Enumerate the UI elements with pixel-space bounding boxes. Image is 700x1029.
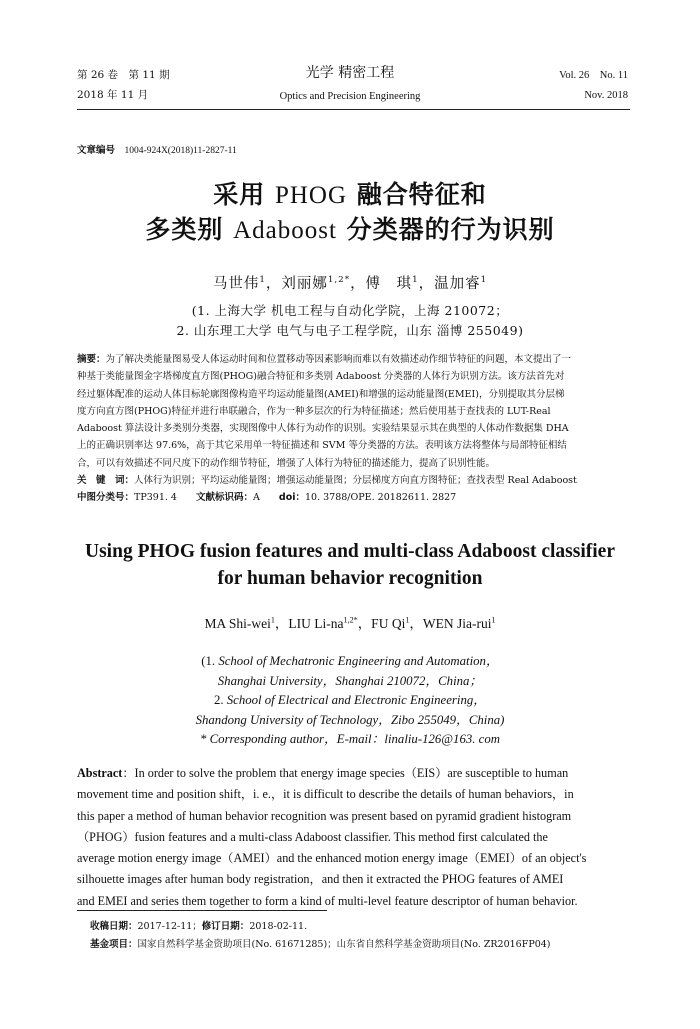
author-en-1-sup: 1: [270, 615, 275, 625]
corresponding-author: [0, 730, 700, 750]
abstract-cn-line: 上的正确识别率达 97.6%，高于其它采用单一特征描述和 SVM 等分类器的方法。表明该方法将整体与局部特征相结: [77, 440, 567, 452]
keywords-label: 关 键 词：: [77, 475, 135, 487]
header-rule: [77, 109, 630, 110]
affiliation-en-2-text: Shanghai University，Shanghai 210072，China；: [217, 673, 483, 688]
title-cn-2b: Adaboost: [233, 217, 337, 244]
title-cn-1a: 采用: [213, 180, 275, 209]
received-date: 2017-12-11；: [137, 921, 202, 932]
keywords-text: 人体行为识别；平均运动能量图；增强运动能量图；分层梯度方向直方图特征；查找表型 Real Adaboost: [134, 475, 577, 487]
author-en-3: ，FU Qi: [357, 616, 406, 631]
abstract-en-colon: ：: [122, 766, 135, 780]
abstract-en-line: （PHOG）fusion features and a multi-class Adaboost classifier. This method first calculated the: [77, 829, 548, 844]
header-date-en: Nov. 2018: [584, 90, 628, 101]
author-cn-2: ，刘丽娜: [265, 276, 328, 292]
doi-value: 10. 3788/OPE. 20182611. 2827: [304, 492, 457, 504]
journal-title-en: Optics and Precision Engineering: [279, 91, 421, 102]
abstract-en-line: [77, 763, 630, 784]
author-cn-4-sup: 1: [480, 275, 488, 286]
abstract-cn: [77, 351, 630, 507]
abstract-en-line: this paper a method of human behavior recognition was present based on pyramid gradient histogram: [77, 808, 572, 823]
affiliation-cn-2: 2. 山东理工大学 电气与电子工程学院，山东 淄博 255049): [176, 323, 524, 338]
authors-cn: [0, 272, 700, 293]
abstract-en-text-1: In order to solve the problem that energy image species（EIS）are susceptible to human: [134, 766, 569, 780]
title-cn-1c: 融合特征和: [347, 180, 487, 209]
corresponding-author-text: * Corresponding author，E-mail：linaliu-126@163. com: [200, 732, 500, 746]
classification-row: [77, 489, 630, 506]
affiliation-en-4: [0, 711, 700, 731]
received-label: 收稿日期：: [90, 921, 138, 932]
abstract-cn-line: 合，可以有效描述不同尺度下的动作细节特征，增强了人体行为特征的描述能力，提高了识别性能。: [77, 457, 496, 469]
abstract-cn-line: Adaboost 算法设计多类别分类器，实现图像中人体行为动作的识别。实验结果显示其在典型的人体动作数据集 DHA: [77, 423, 569, 435]
affiliation-en-4-text: Shandong University of Technology，Zibo 255049，China): [195, 712, 505, 727]
article-id: [77, 142, 237, 156]
affiliation-en-1-prefix: (1.: [201, 654, 219, 668]
title-cn-line2: [0, 210, 700, 246]
footnote-rule: [77, 910, 327, 911]
author-cn-3: ，傅 琪: [350, 276, 413, 292]
affiliation-cn-1: (1. 上海大学 机电工程与自动化学院，上海 210072；: [191, 303, 509, 318]
header-volume-issue-en: Vol. 26 No. 11: [559, 70, 628, 81]
abstract-en-label: Abstract: [77, 766, 123, 780]
abstract-cn-line: [77, 351, 630, 368]
fund-text: 国家自然科学基金资助项目(No. 61671285)；山东省自然科学基金资助项目(No. ZR2016FP04): [137, 939, 551, 950]
affiliation-en-2: [0, 672, 700, 692]
author-cn-3-sup: 1: [412, 275, 419, 286]
affiliation-en-1: [0, 652, 700, 672]
abstract-en-line: silhouette images after human body registration，and then it extracted the PHOG features of AMEI: [77, 872, 564, 887]
abstract-cn-text-1: 为了解决类能量图易受人体运动时间和位置移动等因素影响而难以有效描述动作细节特征的问题，本文提出了一: [105, 354, 572, 365]
abstract-en: [77, 763, 630, 912]
abstract-cn-line: 种基于类能量图金字塔梯度直方图(PHOG)融合特征和多类别 Adaboost 分类器的人体行为识别方法。该方法首先对: [77, 371, 565, 383]
affiliation-en-3-text: School of Electrical and Electronic Engineering，: [226, 693, 487, 707]
abstract-en-line: and EMEI and series them together to form a kind of multi-level feature descriptor of human behavior.: [77, 893, 578, 908]
affiliation-en-3-prefix: 2.: [213, 693, 227, 707]
author-en-2-sup: 1,2*: [343, 615, 358, 625]
keywords-cn: [77, 472, 630, 489]
author-cn-1-sup: 1: [259, 275, 266, 286]
author-en-2: ，LIU Li-na: [274, 616, 344, 631]
author-cn-4: ，温加睿: [418, 276, 481, 292]
title-en-line2: for human behavior recognition: [217, 568, 483, 589]
fund-label: 基金项目：: [90, 939, 138, 950]
doi-label: doi：: [278, 492, 305, 504]
journal-title-cn: 光学 精密工程: [305, 65, 395, 81]
article-id-value: 1004-924X(2018)11-2827-11: [124, 146, 237, 156]
abstract-cn-line: 经过躯体配准的运动人体目标轮廓图像构造平均运动能量图(AMEI)和增强的运动能量图(EMEI)，分别提取其分层梯: [77, 388, 565, 400]
doc-code-label: 文献标识码：: [195, 492, 253, 504]
header-date-cn: 2018 年 11 月: [77, 89, 149, 101]
clc-value: TP391. 4: [134, 492, 177, 504]
abstract-en-line: movement time and position shift，i. e.，it is difficult to describe the details of human behaviors，in: [77, 787, 574, 802]
author-en-4-sup: 1: [491, 615, 496, 625]
article-id-label: 文章编号: [77, 145, 116, 156]
abstract-en-line: average motion energy image（AMEI）and the enhanced motion energy image（EMEI）of an object's: [77, 851, 587, 866]
footnote-fund: [90, 936, 551, 953]
header-volume-issue-cn: 第 26 卷 第 11 期: [77, 69, 170, 81]
title-cn-2c: 分类器的行为识别: [336, 215, 555, 244]
revised-label: 修订日期：: [201, 921, 250, 932]
title-en-line1: Using PHOG fusion features and multi-class Adaboost classifier: [85, 541, 615, 562]
footnote-dates: [90, 918, 307, 935]
author-en-3-sup: 1: [405, 615, 410, 625]
author-cn-1: 马世伟: [212, 276, 260, 292]
authors-en: [0, 612, 700, 632]
abstract-cn-label: 摘要：: [77, 354, 106, 365]
clc-label: 中图分类号：: [77, 492, 135, 504]
affiliations-en: [0, 652, 700, 750]
title-cn-line1: [0, 175, 700, 211]
affiliation-en-1-text: School of Mechatronic Engineering and Automation，: [218, 654, 499, 668]
revised-date: 2018-02-11.: [249, 921, 308, 932]
title-cn-1b: PHOG: [274, 182, 348, 209]
abstract-cn-line: 度方向直方图(PHOG)特征并进行串联融合，作为一种多层次的行为特征描述；然后使用基于查找表的 LUT-Real: [77, 405, 551, 417]
author-en-1: MA Shi-wei: [204, 616, 271, 631]
affiliation-en-3: [0, 691, 700, 711]
doc-code-value: A: [253, 492, 260, 504]
author-en-4: ，WEN Jia-rui: [409, 616, 492, 631]
title-cn-2a: 多类别: [145, 215, 234, 244]
author-cn-2-sup: 1,2*: [327, 275, 351, 286]
